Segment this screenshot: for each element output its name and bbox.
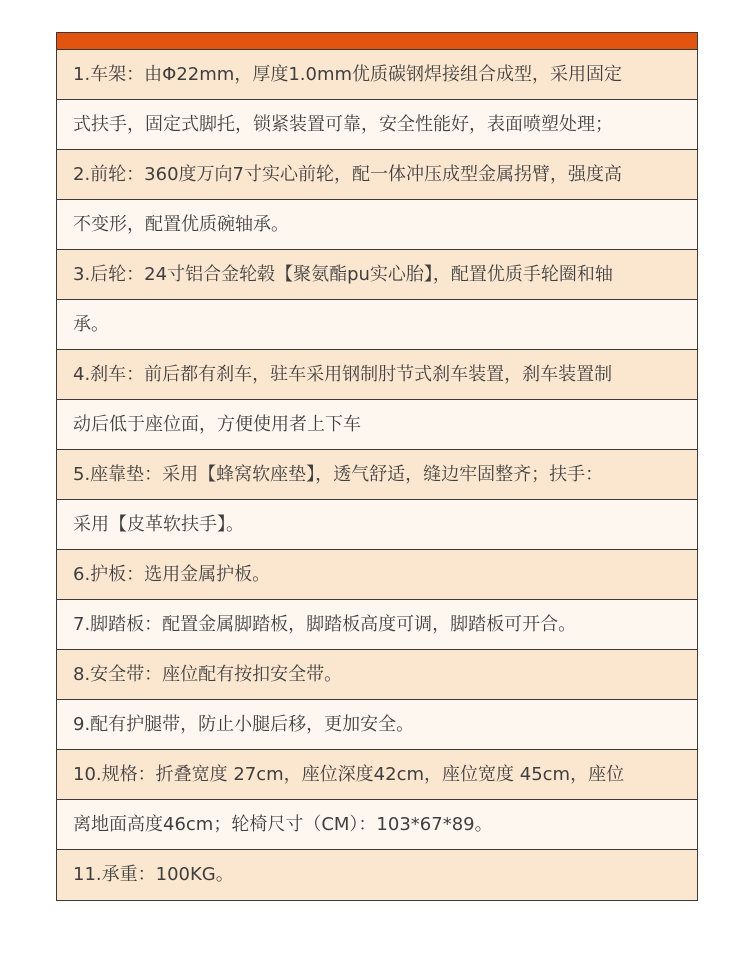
table-row: 承。 bbox=[57, 300, 697, 350]
table-row: 8.安全带：座位配有按扣安全带。 bbox=[57, 650, 697, 700]
spec-table bbox=[56, 32, 698, 901]
table-row: 7.脚踏板：配置金属脚踏板，脚踏板高度可调，脚踏板可开合。 bbox=[57, 600, 697, 650]
table-row: 10.规格：折叠宽度 27cm，座位深度42cm，座位宽度 45cm，座位 bbox=[57, 750, 697, 800]
table-row: 11.承重：100KG。 bbox=[57, 850, 697, 900]
table-row: 不变形，配置优质碗轴承。 bbox=[57, 200, 697, 250]
table-row: 4.刹车：前后都有刹车，驻车采用钢制肘节式刹车装置，刹车装置制 bbox=[57, 350, 697, 400]
table-row: 9.配有护腿带，防止小腿后移，更加安全。 bbox=[57, 700, 697, 750]
table-row: 离地面高度46cm；轮椅尺寸（CM）：103*67*89。 bbox=[57, 800, 697, 850]
table-row: 2.前轮：360度万向7寸实心前轮，配一体冲压成型金属拐臂，强度高 bbox=[57, 150, 697, 200]
table-row: 6.护板：选用金属护板。 bbox=[57, 550, 697, 600]
table-row: 3.后轮：24寸铝合金轮毂【聚氨酯pu实心胎】，配置优质手轮圈和轴 bbox=[57, 250, 697, 300]
table-body bbox=[57, 50, 697, 900]
table-row: 采用【皮革软扶手】。 bbox=[57, 500, 697, 550]
table-row: 1.车架：由Φ22mm，厚度1.0mm优质碳钢焊接组合成型，采用固定 bbox=[57, 50, 697, 100]
table-row: 动后低于座位面，方便使用者上下车 bbox=[57, 400, 697, 450]
table-row: 5.座靠垫：采用【蜂窝软座垫】，透气舒适，缝边牢固整齐；扶手： bbox=[57, 450, 697, 500]
table-header-bar bbox=[57, 33, 697, 50]
table-row: 式扶手，固定式脚托，锁紧装置可靠，安全性能好，表面喷塑处理； bbox=[57, 100, 697, 150]
